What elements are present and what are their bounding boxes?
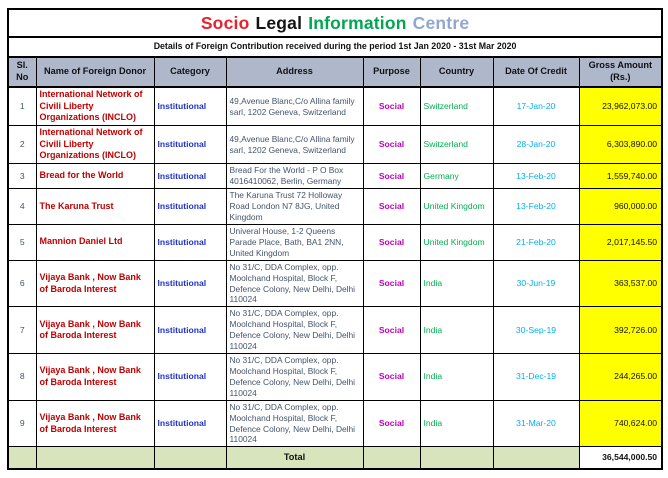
donor-name-cell: Bread for the World	[36, 164, 154, 189]
donor-name-cell: International Network of Civili Liberty Organizations (INCLO)	[36, 87, 154, 126]
table-row	[8, 307, 662, 354]
category-cell: Institutional	[154, 87, 226, 126]
date-of-credit-cell: 31-Dec-19	[493, 354, 579, 401]
title-word-legal: Legal	[255, 12, 303, 33]
gross-amount-cell: 1,559,740.00	[579, 164, 662, 189]
col-header-date-of-credit: Date Of Credit	[493, 57, 579, 87]
col-header-country: Country	[420, 57, 493, 87]
date-of-credit-cell: 30-Sep-19	[493, 307, 579, 354]
category-cell: Institutional	[154, 164, 226, 189]
table-body	[8, 87, 662, 447]
donor-name-cell: Mannion Daniel Ltd	[36, 224, 154, 260]
gross-amount-cell: 244,265.00	[579, 354, 662, 401]
date-of-credit-cell: 21-Feb-20	[493, 224, 579, 260]
category-cell: Institutional	[154, 126, 226, 164]
total-label: Total	[226, 447, 363, 470]
country-cell: United Kingdom	[420, 224, 493, 260]
donor-name-cell: Vijaya Bank , Now Bank of Baroda Interest	[36, 307, 154, 354]
total-empty-cell	[363, 447, 420, 470]
address-cell: 49,Avenue Blanc,C/o Allina family sarl, 1202 Geneva, Switzerland	[226, 126, 363, 164]
table-row	[8, 354, 662, 401]
column-header-row	[8, 57, 662, 87]
sl-no-cell: 1	[8, 87, 36, 126]
total-empty-cell	[8, 447, 36, 470]
col-header-gross-amount: Gross Amount (Rs.)	[579, 57, 662, 87]
gross-amount-cell: 23,962,073.00	[579, 87, 662, 126]
address-cell: Bread For the World - P O Box 4016410062, Berlin, Germany	[226, 164, 363, 189]
country-cell: Germany	[420, 164, 493, 189]
country-cell: Switzerland	[420, 126, 493, 164]
page-title	[8, 9, 662, 37]
address-cell: No 31/C, DDA Complex, opp. Moolchand Hospital, Block F, Defence Colony, New Delhi, Delhi 110024	[226, 260, 363, 307]
title-row	[8, 9, 662, 37]
gross-amount-cell: 960,000.00	[579, 189, 662, 225]
sl-no-cell: 8	[8, 354, 36, 401]
purpose-cell: Social	[363, 224, 420, 260]
country-cell: Switzerland	[420, 87, 493, 126]
table-row	[8, 87, 662, 126]
total-amount: 36,544,000.50	[579, 447, 662, 470]
date-of-credit-cell: 13-Feb-20	[493, 164, 579, 189]
country-cell: India	[420, 307, 493, 354]
date-of-credit-cell: 17-Jan-20	[493, 87, 579, 126]
col-header-address: Address	[226, 57, 363, 87]
table-row	[8, 126, 662, 164]
gross-amount-cell: 740,624.00	[579, 400, 662, 447]
purpose-cell: Social	[363, 164, 420, 189]
sl-no-cell: 3	[8, 164, 36, 189]
date-of-credit-cell: 28-Jan-20	[493, 126, 579, 164]
purpose-cell: Social	[363, 400, 420, 447]
gross-amount-cell: 6,303,890.00	[579, 126, 662, 164]
country-cell: India	[420, 400, 493, 447]
col-header-sl-no: Sl. No	[8, 57, 36, 87]
category-cell: Institutional	[154, 400, 226, 447]
subtitle-row	[8, 37, 662, 57]
table-row	[8, 224, 662, 260]
country-cell: India	[420, 354, 493, 401]
title-word-socio: Socio	[200, 12, 250, 33]
title-word-centre: Centre	[412, 12, 470, 33]
col-header-donor: Name of Foreign Donor	[36, 57, 154, 87]
date-of-credit-cell: 13-Feb-20	[493, 189, 579, 225]
total-empty-cell	[493, 447, 579, 470]
donor-name-cell: Vijaya Bank , Now Bank of Baroda Interest	[36, 400, 154, 447]
sl-no-cell: 7	[8, 307, 36, 354]
table-row	[8, 400, 662, 447]
total-empty-cell	[154, 447, 226, 470]
category-cell: Institutional	[154, 307, 226, 354]
foreign-contribution-table	[7, 8, 663, 470]
address-cell: No 31/C, DDA Complex, opp. Moolchand Hospital, Block F, Defence Colony, New Delhi, Delhi 110024	[226, 307, 363, 354]
purpose-cell: Social	[363, 260, 420, 307]
sl-no-cell: 4	[8, 189, 36, 225]
category-cell: Institutional	[154, 260, 226, 307]
donor-name-cell: The Karuna Trust	[36, 189, 154, 225]
category-cell: Institutional	[154, 189, 226, 225]
category-cell: Institutional	[154, 354, 226, 401]
address-cell: No 31/C, DDA Complex, opp. Moolchand Hospital, Block F, Defence Colony, New Delhi, Delhi 110024	[226, 354, 363, 401]
purpose-cell: Social	[363, 87, 420, 126]
sl-no-cell: 5	[8, 224, 36, 260]
donor-name-cell: International Network of Civili Liberty Organizations (INCLO)	[36, 126, 154, 164]
address-cell: Univeral House, 1-2 Queens Parade Place, Bath, BA1 2NN, United Kingdom	[226, 224, 363, 260]
gross-amount-cell: 392,726.00	[579, 307, 662, 354]
col-header-purpose: Purpose	[363, 57, 420, 87]
report-subtitle: Details of Foreign Contribution received during the period 1st Jan 2020 - 31st Mar 2020	[8, 37, 662, 57]
table-row	[8, 189, 662, 225]
total-empty-cell	[36, 447, 154, 470]
purpose-cell: Social	[363, 189, 420, 225]
table-row	[8, 260, 662, 307]
purpose-cell: Social	[363, 307, 420, 354]
sl-no-cell: 2	[8, 126, 36, 164]
address-cell: 49,Avenue Blanc,C/o Allina family sarl, 1202 Geneva, Switzerland	[226, 87, 363, 126]
donor-name-cell: Vijaya Bank , Now Bank of Baroda Interest	[36, 354, 154, 401]
total-empty-cell	[420, 447, 493, 470]
purpose-cell: Social	[363, 126, 420, 164]
col-header-category: Category	[154, 57, 226, 87]
country-cell: India	[420, 260, 493, 307]
category-cell: Institutional	[154, 224, 226, 260]
gross-amount-cell: 363,537.00	[579, 260, 662, 307]
sl-no-cell: 6	[8, 260, 36, 307]
purpose-cell: Social	[363, 354, 420, 401]
title-word-information: Information	[308, 12, 407, 33]
donor-name-cell: Vijaya Bank , Now Bank of Baroda Interest	[36, 260, 154, 307]
total-row	[8, 447, 662, 470]
table-row	[8, 164, 662, 189]
address-cell: No 31/C, DDA Complex, opp. Moolchand Hospital, Block F, Defence Colony, New Delhi, Delhi 110024	[226, 400, 363, 447]
country-cell: United Kingdom	[420, 189, 493, 225]
date-of-credit-cell: 30-Jun-19	[493, 260, 579, 307]
sl-no-cell: 9	[8, 400, 36, 447]
address-cell: The Karuna Trust 72 Holloway Road London N7 8JG, United Kingdom	[226, 189, 363, 225]
date-of-credit-cell: 31-Mar-20	[493, 400, 579, 447]
gross-amount-cell: 2,017,145.50	[579, 224, 662, 260]
